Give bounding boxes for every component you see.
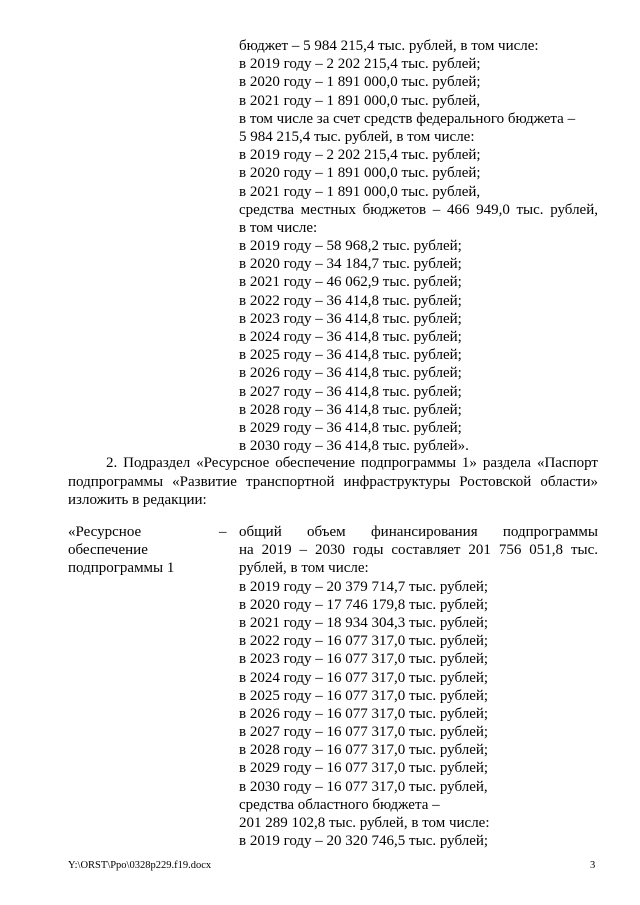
text-line: в 2020 году – 17 746 179,8 тыс. рублей; [239,596,489,613]
amendment-paragraph [68,454,598,510]
budget-block-top [239,37,598,455]
page-number: 3 [590,860,596,871]
text-line: 2. Подраздел «Ресурсное обеспечение подпрограммы 1» раздела «Паспорт [106,455,598,471]
text-line: в 2020 году – 34 184,7 тыс. рублей; [239,256,462,273]
text-line: в 2027 году – 36 414,8 тыс. рублей; [239,383,462,400]
text-line: в 2030 году – 36 414,8 тыс. рублей». [239,438,469,455]
text-line: 5 984 215,4 тыс. рублей, в том числе: [239,128,475,145]
text-line: в 2024 году – 16 077 317,0 тыс. рублей; [239,669,489,686]
text-line: 201 289 102,8 тыс. рублей, в том числе: [239,815,490,831]
text-line: бюджет – 5 984 215,4 тыс. рублей, в том числе: [239,38,539,54]
text-line: в 2024 году – 36 414,8 тыс. рублей; [239,329,462,345]
footer-file-path: Y:\ORST\Ppo\0328p229.f19.docx [68,860,212,871]
label-line: «Ресурсное [68,524,142,540]
text-line: в 2020 году – 1 891 000,0 тыс. рублей; [239,74,481,91]
text-line: в 2026 году – 36 414,8 тыс. рублей; [239,365,462,382]
section-label [68,523,228,578]
text-line: в 2029 году – 36 414,8 тыс. рублей; [239,419,462,436]
text-line: средства областного бюджета – [239,796,440,813]
text-line: в том числе за счет средств федерального бюджета – [239,110,576,127]
text-line: в 2021 году – 1 891 000,0 тыс. рублей, [239,92,481,109]
text-line: общий объем финансирования подпрограммы [239,524,598,540]
text-line: в 2025 году – 36 414,8 тыс. рублей; [239,347,462,364]
text-line: рублей, в том числе: [239,560,369,577]
text-line: в 2027 году – 16 077 317,0 тыс. рублей; [239,724,489,741]
text-line: в 2030 году – 16 077 317,0 тыс. рублей, [239,778,488,795]
text-line: в 2019 году – 20 320 746,5 тыс. рублей; [239,833,489,850]
text-line: в 2025 году – 16 077 317,0 тыс. рублей; [239,687,489,704]
text-line: в 2022 году – 16 077 317,0 тыс. рублей; [239,633,489,650]
text-line: в 2019 году – 2 202 215,4 тыс. рублей; [239,56,481,73]
text-line: в 2020 году – 1 891 000,0 тыс. рублей; [239,165,481,182]
text-line: в 2019 году – 58 968,2 тыс. рублей; [239,238,462,255]
text-line: подпрограммы «Развитие транспортной инфраструктуры Ростовской области» [68,473,598,490]
label-line: подпрограммы 1 [68,560,175,577]
text-line: на 2019 – 2030 годы составляет 201 756 051,8 тыс. [239,542,598,559]
text-line: в 2022 году – 36 414,8 тыс. рублей; [239,292,462,309]
text-line: в 2023 году – 36 414,8 тыс. рублей; [239,310,462,327]
label-dash: – [219,524,227,540]
text-line: в 2029 году – 16 077 317,0 тыс. рублей; [239,760,489,777]
text-line: в 2028 году – 36 414,8 тыс. рублей; [239,401,462,418]
text-line: в 2028 году – 16 077 317,0 тыс. рублей; [239,742,489,759]
text-line: в том числе: [239,219,318,236]
text-line: изложить в редакции: [68,492,207,508]
text-line: в 2021 году – 1 891 000,0 тыс. рублей, [239,183,481,200]
label-line: обеспечение [68,542,148,559]
text-line: в 2023 году – 16 077 317,0 тыс. рублей; [239,651,489,668]
text-line: в 2019 году – 2 202 215,4 тыс. рублей; [239,147,481,164]
text-line: в 2026 году – 16 077 317,0 тыс. рублей; [239,705,489,722]
text-line: средства местных бюджетов – 466 949,0 тыс. рублей, [239,201,598,218]
text-line: в 2021 году – 46 062,9 тыс. рублей; [239,274,462,291]
budget-block-bottom [239,523,598,850]
text-line: в 2021 году – 18 934 304,3 тыс. рублей; [239,614,489,631]
text-line: в 2019 году – 20 379 714,7 тыс. рублей; [239,578,489,595]
